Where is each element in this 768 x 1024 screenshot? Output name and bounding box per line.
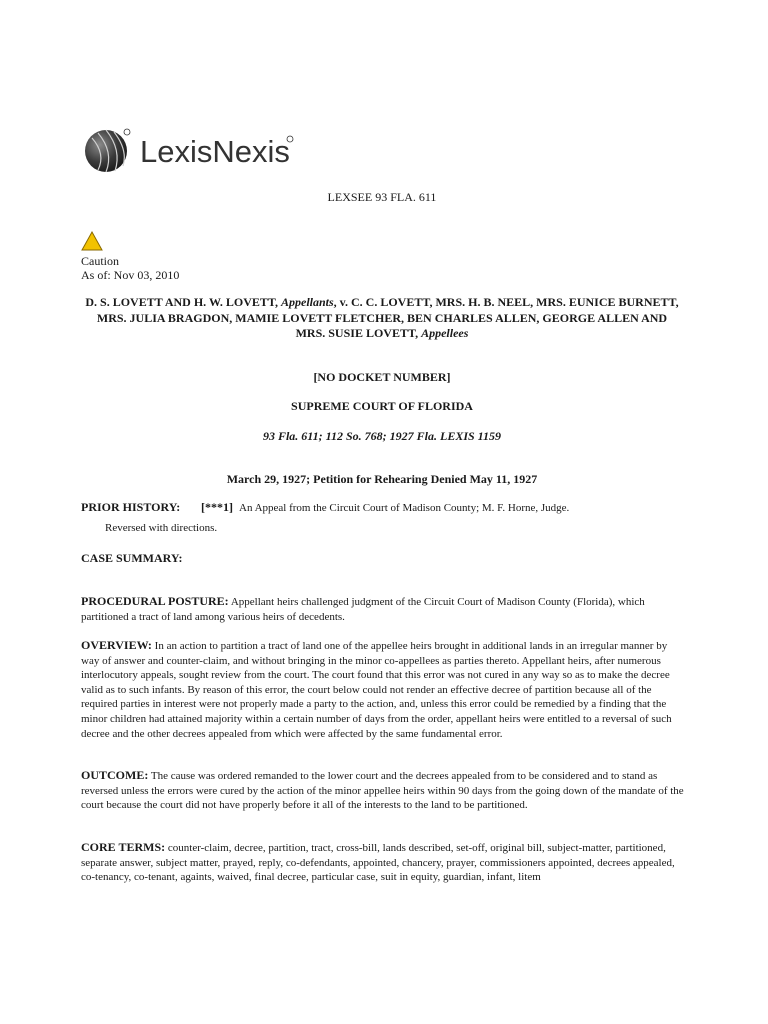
docket-number: [NO DOCKET NUMBER] bbox=[313, 370, 451, 384]
appellants-names: D. S. LOVETT AND H. W. LOVETT, bbox=[85, 295, 281, 309]
star-paging: [***1] bbox=[201, 500, 233, 514]
decision-dates: March 29, 1927; Petition for Rehearing Denied May 11, 1927 bbox=[226, 472, 538, 486]
outcome bbox=[81, 768, 687, 813]
outcome-label: OUTCOME: bbox=[81, 768, 149, 782]
core-terms-label: CORE TERMS: bbox=[81, 840, 166, 854]
caution-label: Caution bbox=[81, 254, 119, 268]
prior-history bbox=[81, 500, 687, 516]
overview-label: OVERVIEW: bbox=[81, 638, 152, 652]
caution-icon bbox=[81, 231, 103, 251]
overview-text: In an action to partition a tract of land one of the appellee heirs brought in additional lands in an irregular manner by way of answer and counter-claim, and without bringing in the minor co-appellees as parties thereto. Appellant heirs, after numerous interlocutory appeals, sought review from the court. The court found that this error was not cured in any way so as to make the decree valid as to such infants. By reason of this error, the court below could not render an effective decree of partition because all of the required parties in interest were not properly made a party to the action, and, unless this error could be remedied by a finding that the minor children had attained majority within a certain number of days from the order, appellant heirs were entitled to a reversal of such decree and the other decrees appealed from which were affected by the same fundamental error. bbox=[81, 640, 672, 740]
prior-history-text: An Appeal from the Circuit Court of Madison County; M. F. Horne, Judge. bbox=[239, 502, 570, 514]
outcome-text: The cause was ordered remanded to the lower court and the decrees appealed from to be considered and to stand as reversed unless the errors were cured by the action of the minor appellee heirs within 90 days from the going down of the mandate of the court because the court did not have properly before it all of the interests to the land to be partitioned. bbox=[81, 770, 684, 812]
procedural-posture-text: Appellant heirs challenged judgment of the Circuit Court of Madison County (Florida), which partitioned a tract of land among various heirs of decedents. bbox=[81, 596, 645, 623]
as-of-date: As of: Nov 03, 2010 bbox=[81, 268, 180, 282]
disposition: Reversed with directions. bbox=[105, 522, 218, 534]
appellees-names: , v. C. C. LOVETT, MRS. H. B. NEEL, MRS. EUNICE BURNETT, MRS. JULIA BRAGDON, MAMIE LOVETT FLETCHER, BEN CHARLES ALLEN, GEORGE ALLEN AND MRS. SUSIE LOVETT, bbox=[96, 295, 679, 340]
case-parties bbox=[80, 295, 684, 342]
core-terms-text: counter-claim, decree, partition, tract, cross-bill, lands described, set-off, original bill, subject-matter, partitioned, separate answer, subject matter, prayed, reply, co-defendants, appointed, chancery, prayer, commissioners appointed, decrees appealed, co-tenancy, co-tenant, againts, waived, final decree, particular case, suit in equity, guardian, infant, litem bbox=[81, 842, 675, 884]
logo-wordmark: LexisNexis bbox=[140, 134, 290, 169]
prior-history-label: PRIOR HISTORY: bbox=[81, 500, 181, 514]
court-name: SUPREME COURT OF FLORIDA bbox=[291, 399, 473, 413]
procedural-posture bbox=[81, 594, 687, 624]
lexsee-citation: LEXSEE 93 FLA. 611 bbox=[327, 190, 437, 204]
core-terms bbox=[81, 840, 687, 885]
case-citation: 93 Fla. 611; 112 So. 768; 1927 Fla. LEXIS 1159 bbox=[262, 429, 502, 443]
lexisnexis-globe-icon bbox=[84, 124, 304, 176]
procedural-posture-label: PROCEDURAL POSTURE: bbox=[81, 594, 229, 608]
appellants-role: Appellants bbox=[280, 295, 334, 309]
case-summary-heading: CASE SUMMARY: bbox=[81, 551, 183, 565]
appellees-role: Appellees bbox=[421, 326, 469, 340]
overview bbox=[81, 638, 687, 741]
lexisnexis-logo bbox=[84, 124, 304, 176]
